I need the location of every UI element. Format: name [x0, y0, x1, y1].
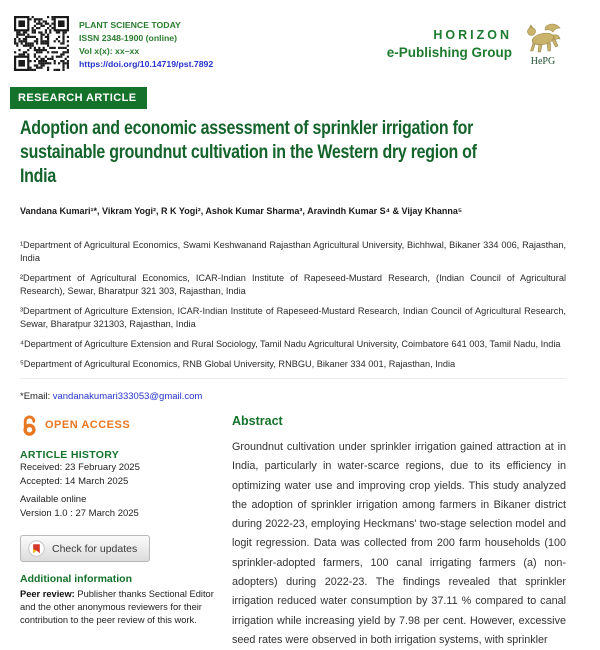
peer-review-note — [20, 588, 222, 627]
email-label: *Email: — [20, 391, 51, 402]
article-meta-column — [20, 414, 214, 650]
affiliation: ³Department of Agriculture Extension, ICAR-Indian Institute of Rapeseed-Mustard Research, Indian Council of Agricultural Research, Sewar, Bharatpur 321303, Rajasthan, India — [20, 306, 566, 329]
doi-link[interactable]: https://doi.org/10.14719/pst.7892 — [79, 59, 214, 69]
affiliation: ¹Department of Agricultural Economics, Swami Keshwanand Rajasthan Agricultural University, Bichhwal, Bikaner 334 006, Rajasthan, India — [20, 240, 566, 263]
publisher-logo-caption: HePG — [530, 56, 556, 67]
email-link[interactable]: vandanakumari333053@gmail.com — [52, 391, 203, 402]
article-history-title: ARTICLE HISTORY — [20, 449, 120, 461]
publisher-block — [387, 16, 566, 67]
winged-lion-icon — [522, 22, 564, 56]
authors-line: Vandana Kumari¹*, Vikram Yogi², R K Yogi², Ashok Kumar Sharma³, Aravindh Kumar S⁴ & Vijay Khanna⁵ — [20, 206, 463, 216]
affiliation: ⁴Department of Agriculture Extension and Rural Sociology, Tamil Nadu Agricultural University, Coimbatore 641 003, Tamil Nadu, India — [20, 339, 561, 349]
crossmark-icon — [28, 540, 45, 557]
divider — [20, 378, 566, 379]
title-line: sustainable groundnut cultivation in the Western dry region of — [20, 142, 477, 163]
version-line: Version 1.0 : 27 March 2025 — [20, 508, 139, 519]
article-title — [20, 117, 566, 189]
journal-name: PLANT SCIENCE TODAY — [79, 20, 181, 30]
received-date: Received: 23 February 2025 — [20, 462, 140, 473]
title-line: India — [20, 166, 56, 187]
check-for-updates-button[interactable] — [20, 535, 150, 562]
qr-code — [14, 16, 69, 71]
content-columns — [20, 414, 566, 650]
open-access-row — [20, 414, 210, 436]
journal-volume: Vol x(x): xx–xx — [79, 46, 140, 56]
journal-info — [79, 16, 213, 71]
abstract-heading: Abstract — [232, 414, 283, 428]
publisher-subtitle: e-Publishing Group — [386, 45, 512, 60]
open-access-label: OPEN ACCESS — [45, 419, 131, 431]
affiliation: ²Department of Agricultural Economics, ICAR-Indian Institute of Rapeseed-Mustard Research, (Indian Council of Agricultural Research), Sewar, Bharatpur 321 303, Rajasthan, India — [20, 273, 566, 296]
email-line — [20, 391, 566, 402]
peer-review-label: Peer review: — [20, 589, 75, 599]
title-line: Adoption and economic assessment of sprinkler irrigation for — [20, 118, 474, 139]
publisher-name: HORIZON — [433, 28, 512, 42]
check-for-updates-label: Check for updates — [52, 542, 138, 555]
publisher-names — [387, 22, 512, 60]
abstract-column — [232, 414, 566, 650]
available-online-label: Available online — [20, 494, 87, 505]
journal-issn: ISSN 2348-1900 (online) — [79, 33, 178, 43]
affiliation: ⁵Department of Agricultural Economics, RNB Global University, RNBGU, Bikaner 334 001, Rajasthan, India — [20, 359, 456, 369]
article-type-badge: RESEARCH ARTICLE — [10, 87, 147, 109]
open-access-padlock-icon — [20, 414, 39, 436]
abstract-text: Groundnut cultivation under sprinkler irrigation gained attraction at in India, particularly in water-scarce regions, due to its efficiency in optimizing water use and improving crop yields. This study analyzed the adoption of sprinkler irrigation among farmers in Bikaner district during 2022-23, employing Heckmans' two-stage selection model and logit regression. Data was collected from 200 farm households (100 sprinkler-adopted farmers, 100 canal irrigating farmers (a) non-adopters) during 2022-23. The findings revealed that sprinkler irrigation reduced water consumption by 37.11 % compared to canal irrigation while increasing yield by 7.98 per cent. However, excessive seed rates were observed in both irrigation systems, with sprinkler — [232, 441, 566, 646]
publisher-logo — [520, 22, 566, 67]
accepted-date: Accepted: 14 March 2025 — [20, 476, 129, 487]
masthead-left — [14, 16, 213, 71]
additional-info-title: Additional information — [20, 573, 132, 585]
masthead — [20, 16, 566, 76]
affiliations — [20, 239, 566, 371]
peer-review-text: Publisher thanks Sectional Editor and the other anonymous reviewers for their contribution to the peer review of this work. — [20, 589, 214, 625]
